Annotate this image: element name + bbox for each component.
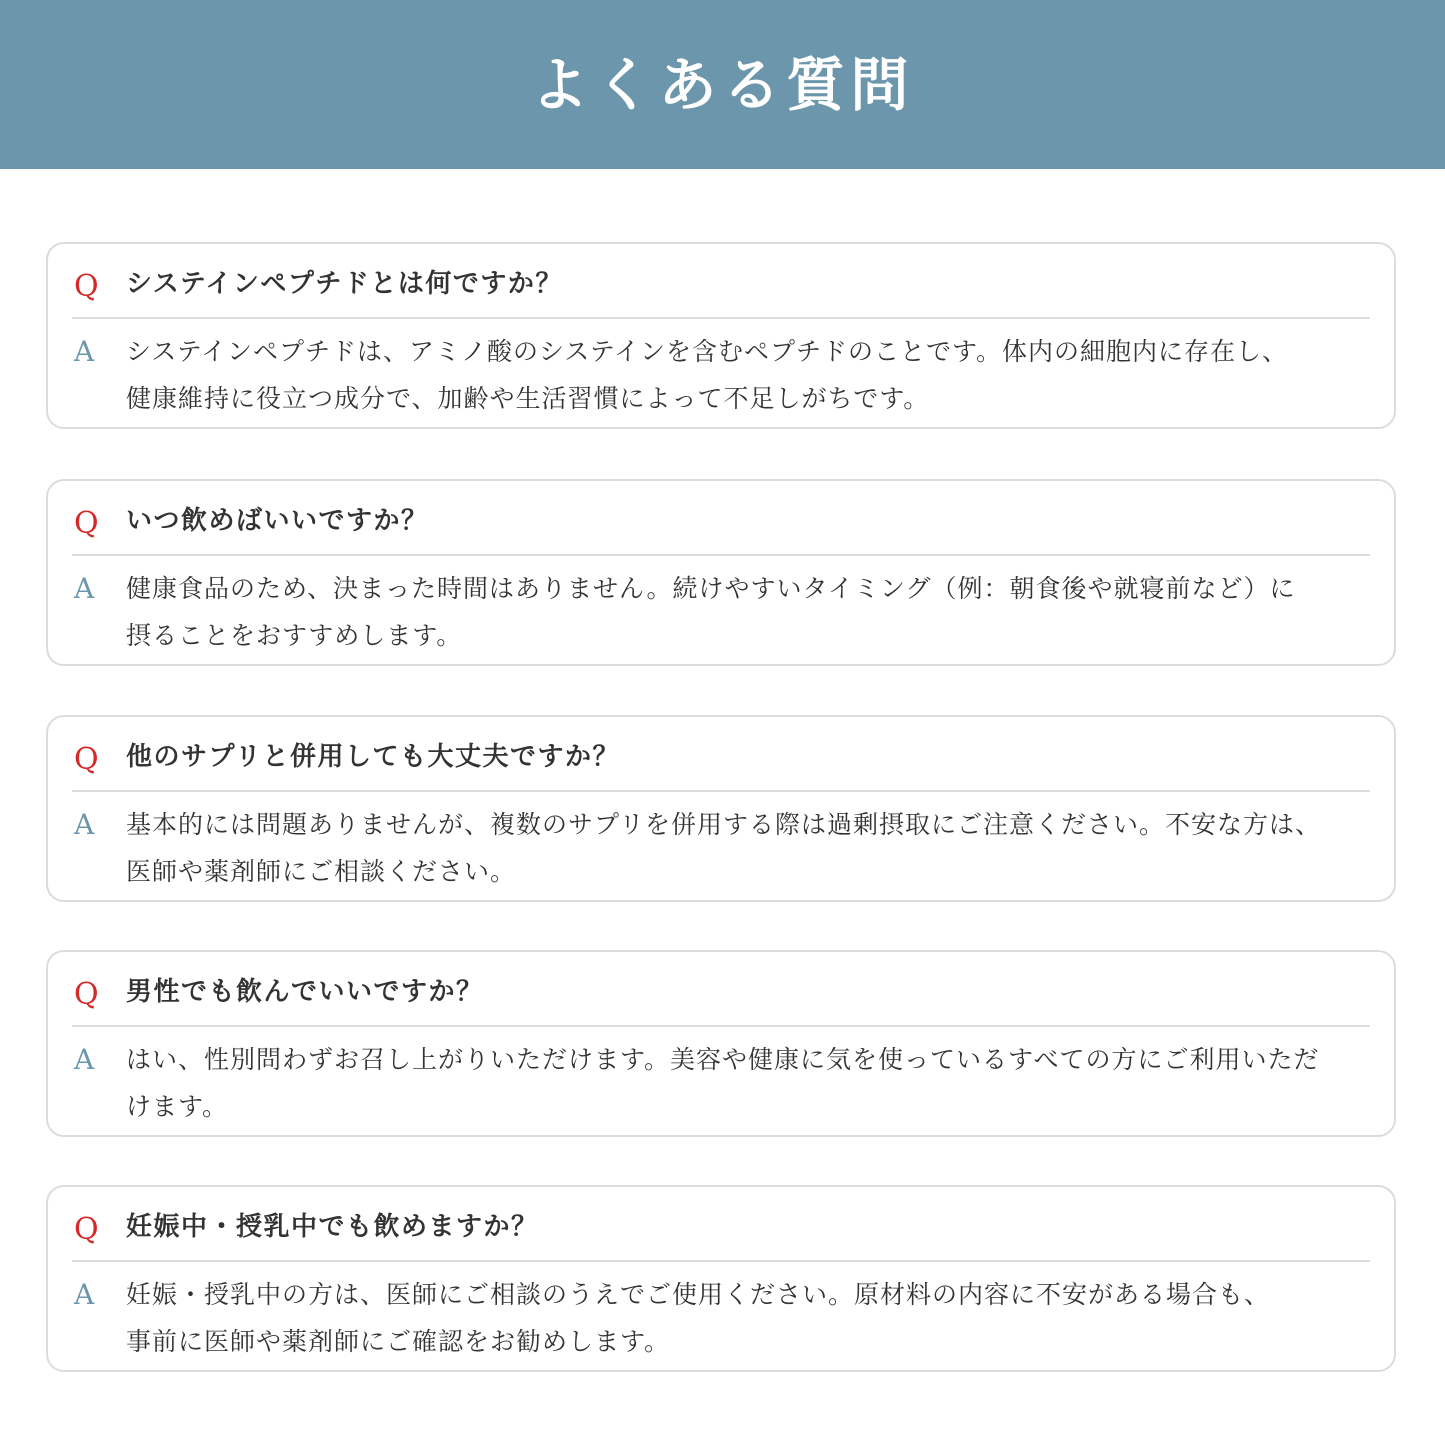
- faq-question-row: [72, 1209, 1370, 1259]
- faq-answer: [126, 801, 1376, 895]
- faq-answer-line: 医師や薬剤師にご相談ください。: [126, 857, 517, 886]
- faq-question: 他のサプリと併用しても大丈夫ですか？: [126, 742, 620, 772]
- faq-item: [46, 715, 1396, 902]
- faq-item: [46, 950, 1396, 1137]
- faq-answer: [126, 328, 1376, 422]
- answer-marker: A: [74, 335, 95, 368]
- faq-answer: [126, 1036, 1376, 1130]
- faq-item: [46, 242, 1396, 429]
- page-title: よくある質問: [530, 50, 915, 119]
- question-marker: Q: [74, 506, 99, 541]
- faq-question-row: [72, 503, 1370, 553]
- faq-answer-line: 摂ることをおすすめします。: [126, 621, 463, 650]
- question-marker: Q: [74, 269, 99, 304]
- faq-answer-line: システインペプチドは、アミノ酸のシステインを含むペプチドのことです。体内の細胞内に存在し、: [126, 337, 1289, 366]
- faq-answer-line: 事前に医師や薬剤師にご確認をお勧めします。: [126, 1327, 671, 1356]
- faq-divider: [72, 317, 1370, 319]
- faq-answer-line: けます。: [126, 1092, 229, 1121]
- answer-marker: A: [74, 1278, 95, 1311]
- faq-divider: [72, 790, 1370, 792]
- faq-answer-line: 基本的には問題ありませんが、複数のサプリを併用する際は過剰摂取にご注意ください。不安な方は、: [126, 810, 1322, 839]
- faq-divider: [72, 554, 1370, 556]
- faq-question: システインペプチドとは何ですか？: [126, 269, 563, 299]
- faq-answer: [126, 565, 1376, 659]
- faq-item: [46, 1185, 1396, 1372]
- faq-question-row: [72, 739, 1370, 789]
- faq-answer-line: 妊娠・授乳中の方は、医師にご相談のうえでご使用ください。原材料の内容に不安がある場合も、: [126, 1280, 1271, 1309]
- faq-item: [46, 479, 1396, 666]
- answer-marker: A: [74, 572, 95, 605]
- faq-answer-line: 健康維持に役立つ成分で、加齢や生活習慣によって不足しがちです。: [126, 384, 930, 413]
- faq-question: 男性でも飲んでいいですか？: [126, 977, 484, 1007]
- faq-divider: [72, 1025, 1370, 1027]
- answer-marker: A: [74, 1043, 95, 1076]
- faq-divider: [72, 1260, 1370, 1262]
- page-header: [0, 0, 1445, 169]
- faq-question: 妊娠中・授乳中でも飲めますか？: [126, 1212, 539, 1242]
- question-marker: Q: [74, 742, 99, 777]
- faq-answer-line: 健康食品のため、決まった時間はありません。続けやすいタイミング（例：朝食後や就寝前など）に: [126, 574, 1296, 603]
- faq-question-row: [72, 266, 1370, 316]
- answer-marker: A: [74, 808, 95, 841]
- faq-answer: [126, 1271, 1376, 1365]
- question-marker: Q: [74, 977, 99, 1012]
- faq-question: いつ飲めばいいですか？: [126, 506, 429, 536]
- question-marker: Q: [74, 1212, 99, 1247]
- faq-question-row: [72, 974, 1370, 1024]
- faq-answer-line: はい、性別問わずお召し上がりいただけます。美容や健康に気を使っているすべての方にご利用いただ: [126, 1045, 1320, 1074]
